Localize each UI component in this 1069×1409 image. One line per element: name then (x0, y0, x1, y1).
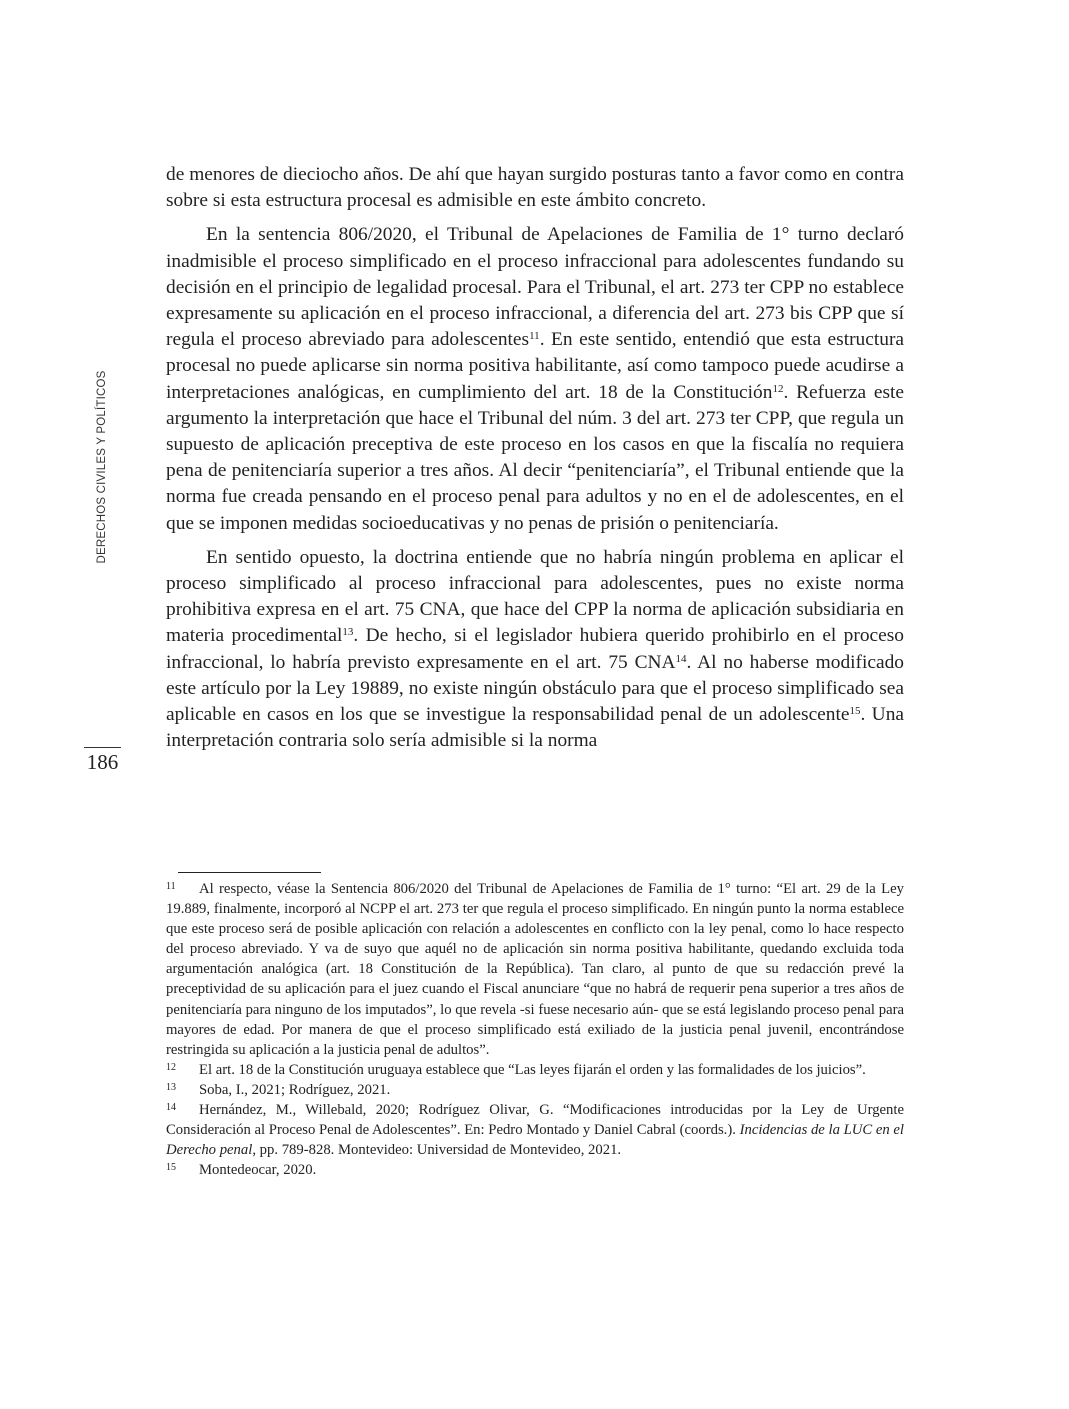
text-run: . Refuerza este argumento la interpretación que hace el Tribunal del núm. 3 del art. 273 ter CPP, que regula un supuesto de aplicación preceptiva de este proceso en los casos en que la fiscalía no requiera pena de penitenciaría superior a tres años. Al decir “penitenciaría”, el Tribunal entiende que la norma fue creada pensando en el proceso penal para adultos y no en el de adolescentes, en el que se imponen medidas socioeducativas y no penas de prisión o penitenciaría. (166, 381, 904, 534)
footnote-ref: 14 (675, 652, 687, 665)
footnote: 15 Montedeocar, 2020. (166, 1162, 317, 1179)
italic-title: Incidencias de la LUC en el Derecho penal (166, 1122, 904, 1159)
footnote-separator (178, 872, 321, 873)
body-text (166, 162, 904, 762)
text-run: . Una interpretación contraria solo sería admisible si la norma (166, 704, 904, 752)
footnote-ref: 11 (529, 330, 540, 343)
text-run: . En este sentido, entendió que esta estructura procesal no puede aplicarse sin norma positiva habilitante, así como tampoco puede acudirse a interpretaciones analógicas, en cumplimiento del art. 18 de la Constitución (166, 329, 905, 403)
footnote: 12 El art. 18 de la Constitución uruguaya establece que “Las leyes fijarán el orden y las formalidades de los juicios”. (166, 1061, 866, 1078)
text-run: Soba, I., 2021; Rodríguez, 2021. (199, 1081, 391, 1098)
text-run: de menores de dieciocho años. De ahí que hayan surgido posturas tanto a favor como en contra sobre si esta estructura procesal es admisible en este ámbito concreto. (166, 164, 904, 212)
footnote-ref: 12 (772, 382, 784, 395)
text-run: En sentido opuesto, la doctrina entiende que no habría ningún problema en aplicar el proceso simplificado al proceso infraccional para adolescentes, pues no existe norma prohibitiva expresa en el art. 75 CNA, que hace del CPP la norma de aplicación subsidiaria en materia procedimental (166, 546, 904, 647)
body-paragraph (166, 545, 904, 755)
body-paragraph (166, 222, 904, 536)
footnote: 14 Hernández, M., Willebald, 2020; Rodríguez Olivar, G. “Modificaciones introducidas por la Ley de Urgente Consideración al Proceso Penal de Adolescentes”. En: Pedro Montado y Daniel Cabral (coords.). Incidencias de la LUC en el Derecho penal, pp. 789-828. Montevideo: Universidad de Montevideo, 2021. (166, 1102, 904, 1159)
text-run: . De hecho, si el legislador hubiera querido prohibirlo en el proceso infraccional, lo habría previsto expresamente en el art. 75 CNA (166, 625, 904, 673)
footnote: 11 Al respecto, véase la Sentencia 806/2020 del Tribunal de Apelaciones de Familia de 1° turno: “El art. 29 de la Ley 19.889, finalmente, incorporó al NCPP el art. 273 ter que regula el proceso simplificado. En ningún punto la norma establece que este proceso será de posible aplicación con relación a adolescentes en conflicto con la ley penal, como lo hace respecto del proceso abreviado. Y va de suyo que aquél no de aplicación sin norma positiva habilitante, quedando excluida toda argumentación analógica (art. 18 Constitución de la República). Tan claro, al punto de que su redacción prevé la preceptividad de su aplicación para el juez cuando el Fiscal anunciare “que no habrá de requerir pena superior a tres años de penitenciaría para ninguno de los imputados”, lo que revela -si fuese necesario aún- que se está legislando proceso penal para mayores de edad. Por manera de que el proceso simplificado está exiliado de la justicia penal juvenil, encontrándose restringida su aplicación a la justicia penal de adultos”. (166, 881, 904, 1058)
text-run: , pp. 789-828. Montevideo: Universidad de Montevideo, 2021. (252, 1142, 622, 1159)
text-run: En la sentencia 806/2020, el Tribunal de Apelaciones de Familia de 1° turno declaró inadmisible el proceso simplificado en el proceso infraccional para adolescentes fundando su decisión en el principio de legalidad procesal. Para el Tribunal, el art. 273 ter CPP no establece expresamente su aplicación en el proceso infraccional, a diferencia del art. 273 bis CPP que sí regula el proceso abreviado para adolescentes (166, 224, 904, 351)
footnote-ref: 15 (849, 705, 861, 718)
footnote: 13 Soba, I., 2021; Rodríguez, 2021. (166, 1081, 391, 1098)
text-run: Montedeocar, 2020. (199, 1162, 317, 1179)
running-section-title: DERECHOS CIVILES Y POLÍTICOS (96, 370, 108, 564)
page-number: 186 (84, 747, 121, 775)
text-run: Hernández, M., Willebald, 2020; Rodríguez Olivar, G. “Modificaciones introducidas por la Ley de Urgente Consideración al Proceso Penal de Adolescentes”. En: Pedro Montado y Daniel Cabral (coords.). (166, 1102, 904, 1139)
text-run: . Al no haberse modificado este artículo por la Ley 19889, no existe ningún obstáculo para que el proceso simplificado sea aplicable en casos en los que se investigue la responsabilidad penal de un adolescente (166, 651, 904, 726)
footnotes (166, 879, 904, 1180)
footnote-ref: 13 (342, 626, 354, 639)
text-run: Al respecto, véase la Sentencia 806/2020 del Tribunal de Apelaciones de Familia de 1° turno: “El art. 29 de la Ley 19.889, finalmente, incorporó al NCPP el art. 273 ter que regula el proceso simplificado. En ningún punto la norma establece que este proceso será de posible aplicación con relación a adolescentes en conflicto con la ley penal, como lo hace respecto del proceso abreviado. Y va de suyo que aquél no de aplicación sin norma positiva habilitante, quedando excluida toda argumentación analógica (art. 18 Constitución de la República). Tan claro, al punto de que su redacción prevé la preceptividad de su aplicación para el juez cuando el Fiscal anunciare “que no habrá de requerir pena superior a tres años de penitenciaría para ninguno de los imputados”, lo que revela -si fuese necesario aún- que se está legislando proceso penal para mayores de edad. Por manera de que el proceso simplificado está exiliado de la justicia penal juvenil, encontrándose restringida su aplicación a la justicia penal de adultos”. (166, 881, 904, 1058)
text-run: El art. 18 de la Constitución uruguaya establece que “Las leyes fijarán el orden y las formalidades de los juicios”. (199, 1061, 866, 1078)
body-paragraph (166, 162, 904, 214)
